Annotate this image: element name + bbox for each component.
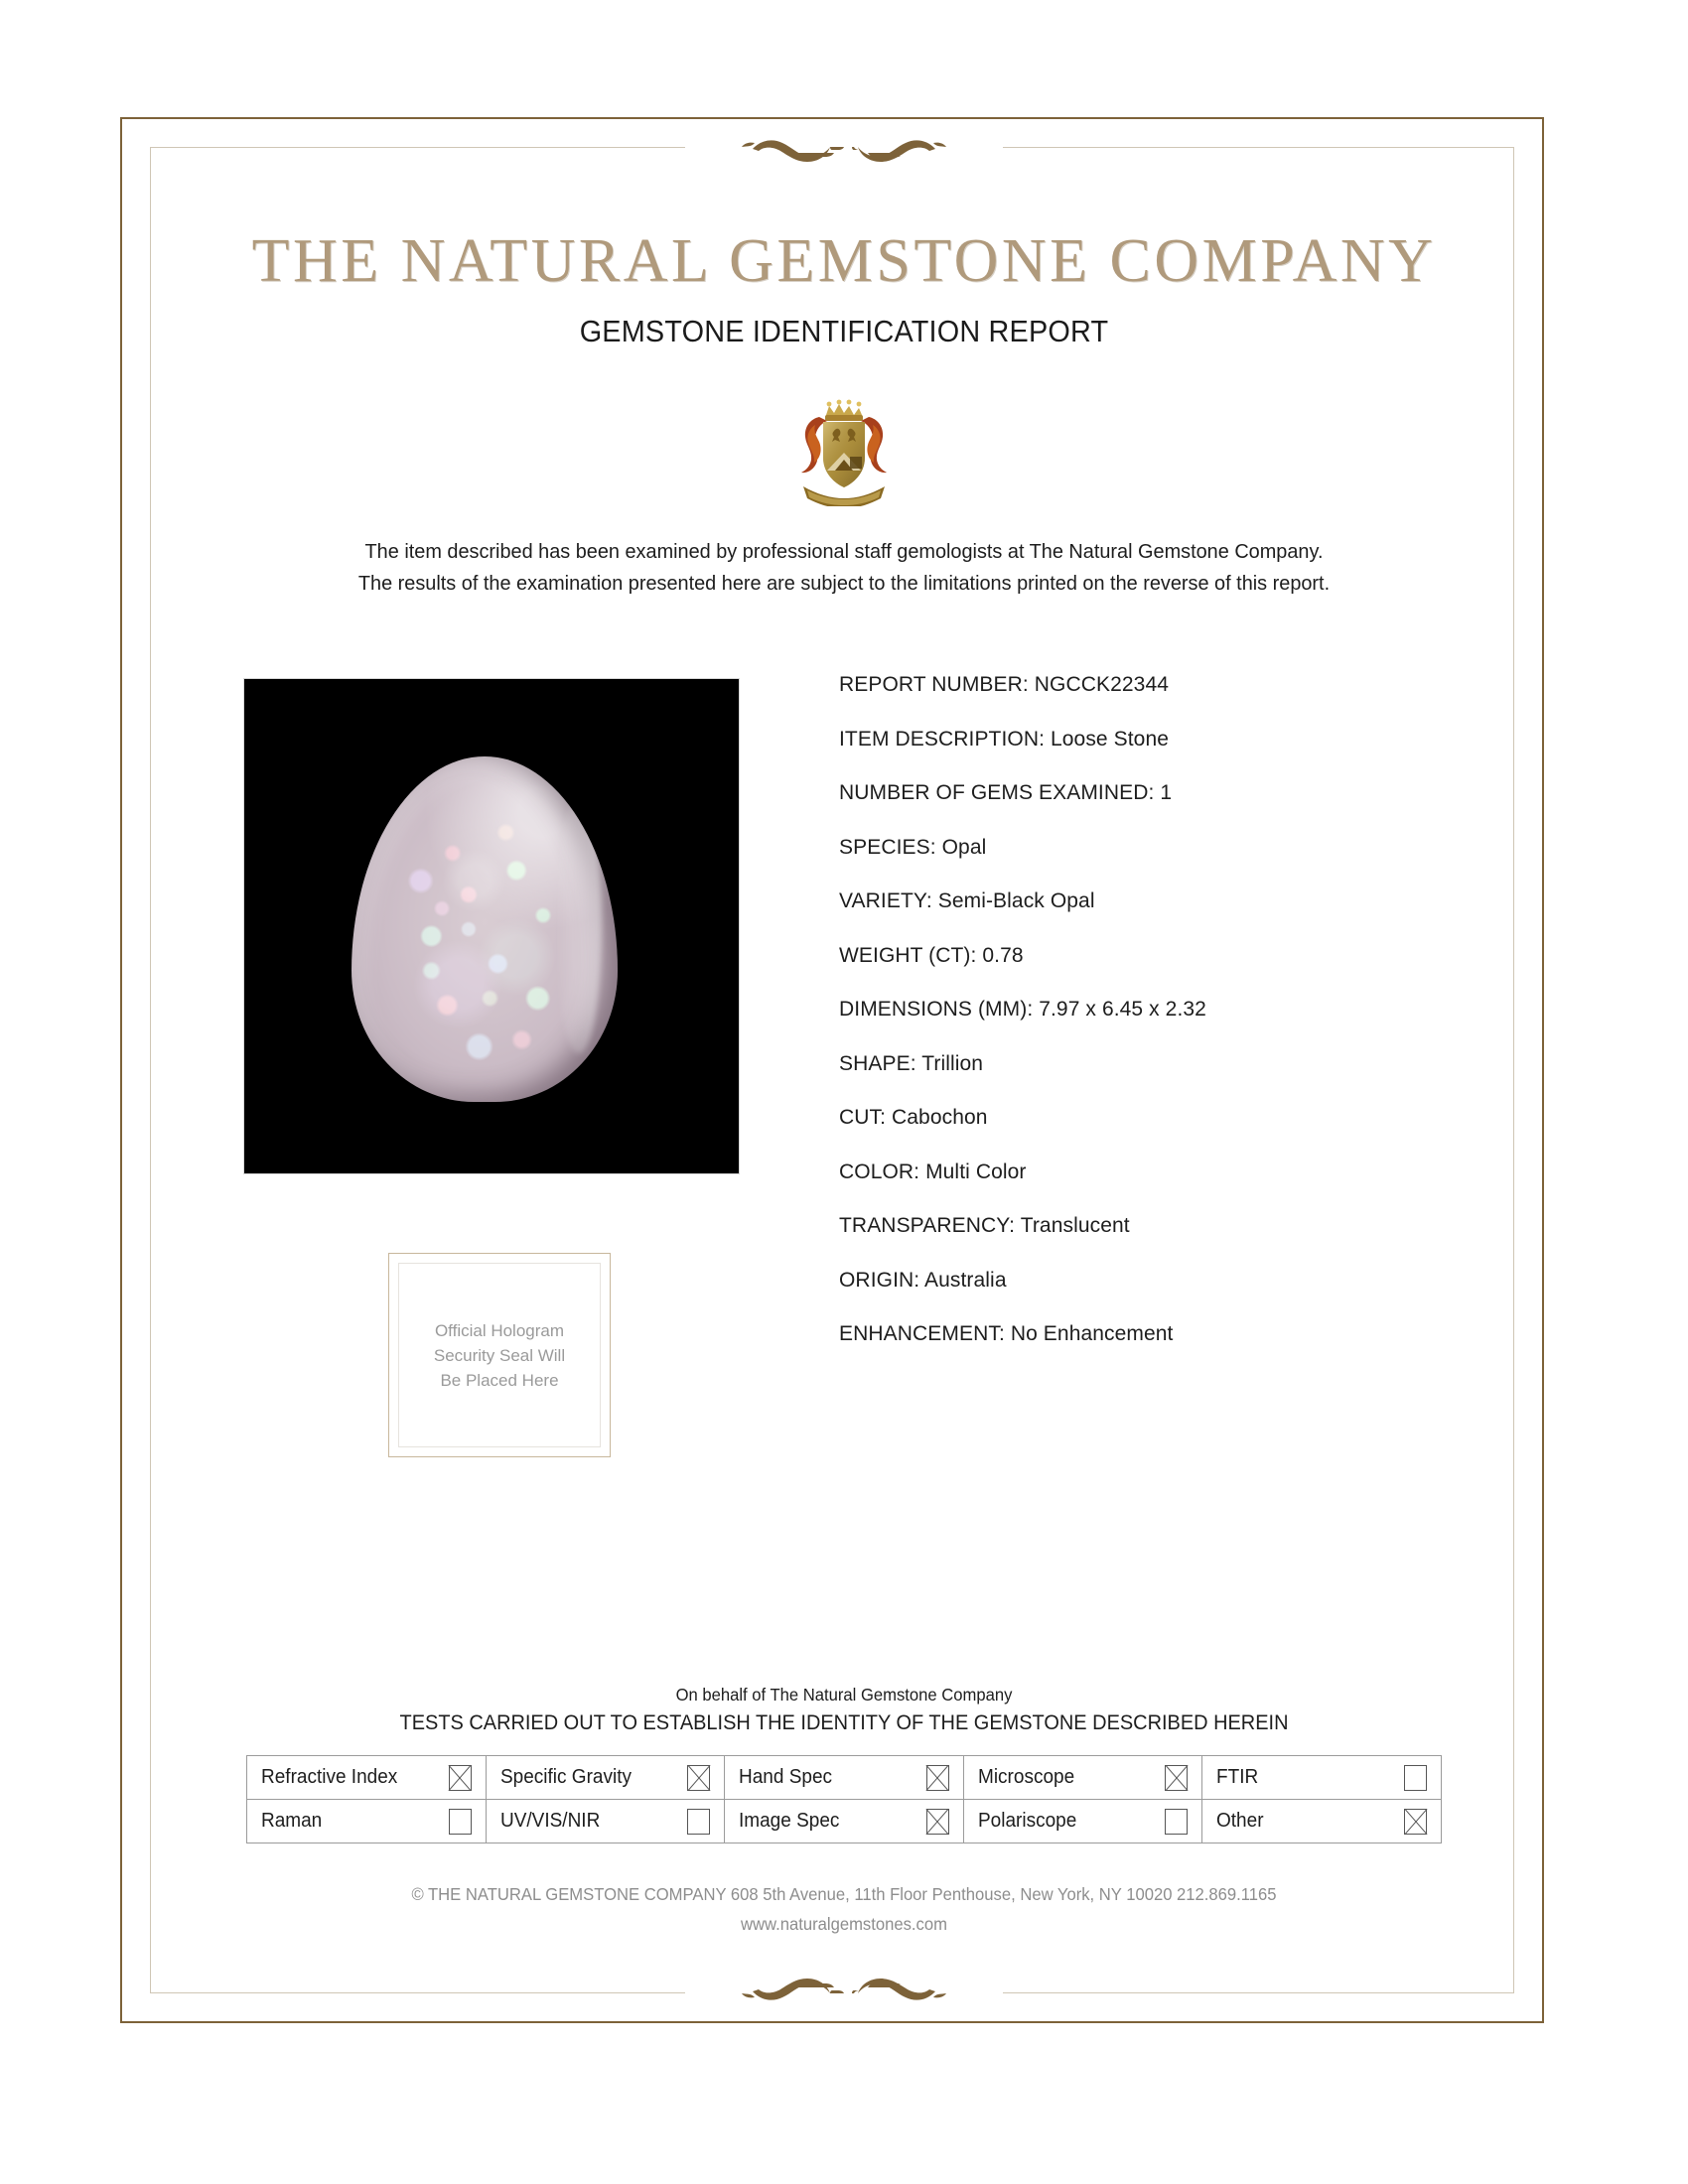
field-label: WEIGHT (CT): (839, 943, 977, 967)
field-value: Translucent (1020, 1214, 1130, 1237)
footer-website[interactable]: www.naturalgemstones.com (741, 1914, 947, 1934)
field-value: 1 (1160, 781, 1173, 804)
test-checkbox[interactable] (687, 1809, 710, 1835)
field-label: TRANSPARENCY: (839, 1214, 1016, 1237)
statement-line-2: The results of the examination presented here are subject to the limitations printed on the reverse of this report. (357, 572, 1331, 595)
field-value: Australia (924, 1268, 1007, 1292)
on-behalf-text: On behalf of The Natural Gemstone Company (675, 1685, 1013, 1705)
examination-statement (26, 536, 1663, 600)
field-value: 0.78 (982, 943, 1024, 967)
statement-line-1: The item described has been examined by professional staff gemologists at The Natural Gemstone Company. (364, 540, 1324, 563)
field-value: Opal (941, 835, 987, 859)
test-cell-raman[interactable] (247, 1800, 487, 1843)
hologram-seal-placeholder (388, 1253, 611, 1457)
field-cut (839, 1106, 1475, 1130)
test-cell-polariscope[interactable] (963, 1800, 1202, 1843)
field-label: SPECIES: (839, 835, 936, 859)
test-label: Polariscope (977, 1810, 1077, 1832)
hologram-inner-border (398, 1263, 601, 1447)
field-color (839, 1160, 1475, 1184)
gem-highlight-rim (556, 798, 602, 1054)
test-checkbox[interactable] (926, 1765, 949, 1791)
field-dimensions (839, 998, 1475, 1022)
tests-table (246, 1755, 1442, 1843)
field-label: ORIGIN: (839, 1268, 920, 1292)
field-label: VARIETY: (839, 889, 932, 912)
test-cell-ftir[interactable] (1202, 1756, 1442, 1800)
hologram-line-1: Official Hologram (434, 1320, 565, 1340)
test-label: FTIR (1216, 1766, 1259, 1788)
test-cell-other[interactable] (1202, 1800, 1442, 1843)
top-flourish-ornament (685, 120, 1003, 174)
field-label: SHAPE: (839, 1051, 916, 1075)
field-label: CUT: (839, 1106, 887, 1129)
test-checkbox[interactable] (687, 1765, 710, 1791)
field-species (839, 836, 1475, 860)
field-label: ENHANCEMENT: (839, 1322, 1005, 1345)
field-transparency (839, 1214, 1475, 1238)
test-cell-uv-vis-nir[interactable] (486, 1800, 725, 1843)
test-checkbox[interactable] (1165, 1765, 1188, 1791)
test-checkbox[interactable] (1165, 1809, 1188, 1835)
test-checkbox[interactable] (926, 1809, 949, 1835)
test-cell-refractive-index[interactable] (247, 1756, 487, 1800)
field-value: No Enhancement (1010, 1322, 1174, 1345)
field-label: REPORT NUMBER: (839, 673, 1029, 696)
field-item-description (839, 728, 1475, 751)
field-label: DIMENSIONS (MM): (839, 998, 1034, 1021)
test-cell-hand-spec[interactable] (725, 1756, 964, 1800)
field-enhancement (839, 1322, 1475, 1346)
field-report-number (839, 673, 1475, 697)
test-label: Raman (261, 1810, 323, 1832)
field-value: Trillion (921, 1051, 984, 1075)
report-title: GEMSTONE IDENTIFICATION REPORT (579, 314, 1109, 348)
company-title: THE NATURAL GEMSTONE COMPANY (251, 227, 1437, 295)
test-label: Refractive Index (261, 1766, 398, 1788)
field-value: 7.97 x 6.45 x 2.32 (1039, 998, 1206, 1021)
test-label: Image Spec (739, 1810, 840, 1832)
field-variety (839, 889, 1475, 913)
hologram-text (434, 1318, 565, 1393)
field-label: ITEM DESCRIPTION: (839, 727, 1046, 751)
test-label: Hand Spec (739, 1766, 833, 1788)
field-value: Multi Color (925, 1160, 1027, 1183)
table-row (247, 1756, 1442, 1800)
test-checkbox[interactable] (1404, 1765, 1427, 1791)
hologram-line-3: Be Placed Here (440, 1370, 559, 1390)
bottom-flourish-ornament (685, 1967, 1003, 2020)
tests-heading: TESTS CARRIED OUT TO ESTABLISH THE IDENTITY OF THE GEMSTONE DESCRIBED HEREIN (399, 1711, 1289, 1734)
field-number-of-gems (839, 781, 1475, 805)
opal-cabochon (352, 756, 618, 1102)
test-checkbox[interactable] (449, 1809, 472, 1835)
field-value: Semi-Black Opal (937, 889, 1095, 912)
field-weight (839, 944, 1475, 968)
gemstone-photo (243, 678, 740, 1174)
footer (43, 1879, 1646, 1939)
table-row (247, 1800, 1442, 1843)
test-cell-specific-gravity[interactable] (486, 1756, 725, 1800)
report-fields (839, 673, 1475, 1377)
field-value: Cabochon (892, 1106, 988, 1129)
test-checkbox[interactable] (449, 1765, 472, 1791)
hologram-line-2: Security Seal Will (433, 1345, 566, 1365)
field-value: Loose Stone (1050, 727, 1170, 751)
test-cell-microscope[interactable] (963, 1756, 1202, 1800)
test-label: UV/VIS/NIR (499, 1810, 600, 1832)
heraldic-crest-icon (795, 395, 893, 506)
field-shape (839, 1052, 1475, 1076)
test-checkbox[interactable] (1404, 1809, 1427, 1835)
field-value: NGCCK22344 (1034, 673, 1169, 696)
test-label: Other (1216, 1810, 1264, 1832)
footer-address: © THE NATURAL GEMSTONE COMPANY 608 5th Avenue, 11th Floor Penthouse, New York, NY 10020 212.869.1165 (411, 1884, 1277, 1904)
test-label: Microscope (977, 1766, 1074, 1788)
field-origin (839, 1269, 1475, 1293)
test-label: Specific Gravity (499, 1766, 632, 1788)
field-label: NUMBER OF GEMS EXAMINED: (839, 781, 1155, 804)
test-cell-image-spec[interactable] (725, 1800, 964, 1843)
field-label: COLOR: (839, 1160, 920, 1183)
